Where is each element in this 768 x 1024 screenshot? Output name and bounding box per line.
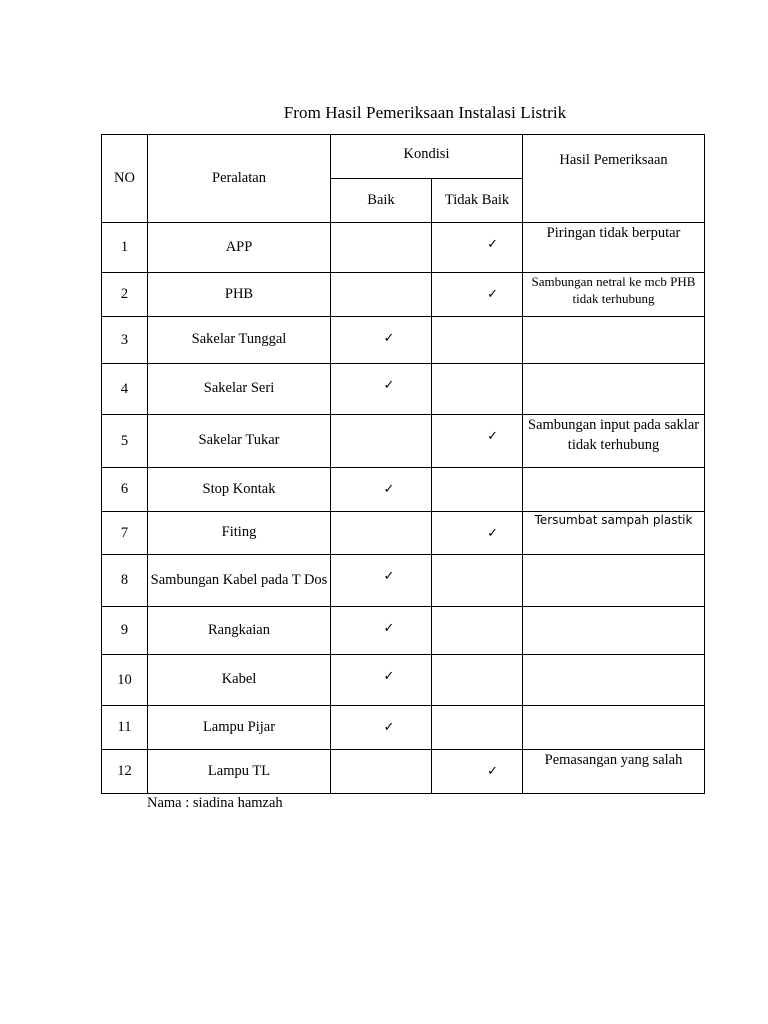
row-tidak-baik-cell — [432, 706, 523, 750]
table-row — [102, 607, 705, 655]
row-tidak-baik-cell — [432, 555, 523, 607]
row-baik-cell — [331, 512, 432, 555]
name-line: Nama : siadina hamzah — [147, 795, 283, 811]
table-row — [102, 706, 705, 750]
row-tidak-baik-cell — [432, 317, 523, 364]
row-tidak-baik-cell — [432, 655, 523, 706]
row-tidak-baik-cell — [432, 607, 523, 655]
row-baik-cell — [331, 607, 432, 655]
row-hasil-pemeriksaan — [523, 655, 705, 706]
row-baik-cell — [331, 223, 432, 273]
row-baik-cell — [331, 273, 432, 317]
checkmark-icon: ✓ — [487, 237, 499, 252]
row-peralatan: Rangkaian — [148, 607, 331, 655]
row-baik-cell — [331, 706, 432, 750]
row-peralatan: Sambungan Kabel pada T Dos — [148, 555, 331, 607]
row-number: 8 — [102, 555, 148, 607]
row-hasil-pemeriksaan — [523, 468, 705, 512]
header-no: NO — [102, 135, 148, 223]
row-baik-cell — [331, 468, 432, 512]
row-number: 7 — [102, 512, 148, 555]
row-hasil-pemeriksaan — [523, 364, 705, 415]
row-peralatan: Sakelar Tunggal — [148, 317, 331, 364]
row-baik-cell — [331, 317, 432, 364]
inspection-table — [101, 134, 705, 794]
row-peralatan: Kabel — [148, 655, 331, 706]
checkmark-icon: ✓ — [487, 764, 499, 779]
checkmark-icon: ✓ — [383, 569, 395, 584]
table-row — [102, 273, 705, 317]
row-tidak-baik-cell — [432, 750, 523, 794]
checkmark-icon: ✓ — [383, 482, 395, 497]
checkmark-icon: ✓ — [383, 720, 395, 735]
page-title: From Hasil Pemeriksaan Instalasi Listrik — [283, 103, 567, 122]
row-number: 6 — [102, 468, 148, 512]
table-row — [102, 468, 705, 512]
row-peralatan: Stop Kontak — [148, 468, 331, 512]
table-row — [102, 317, 705, 364]
row-number: 4 — [102, 364, 148, 415]
header-baik: Baik — [331, 179, 432, 223]
checkmark-icon: ✓ — [487, 287, 499, 302]
table-row — [102, 555, 705, 607]
table-row — [102, 415, 705, 468]
row-peralatan: Sakelar Tukar — [148, 415, 331, 468]
row-baik-cell — [331, 415, 432, 468]
row-hasil-pemeriksaan: Tersumbat sampah plastik — [523, 512, 705, 555]
row-hasil-pemeriksaan: Pemasangan yang salah — [523, 750, 705, 794]
checkmark-icon: ✓ — [487, 526, 499, 541]
row-tidak-baik-cell — [432, 364, 523, 415]
checkmark-icon: ✓ — [487, 429, 499, 444]
row-number: 12 — [102, 750, 148, 794]
row-hasil-pemeriksaan — [523, 317, 705, 364]
row-tidak-baik-cell — [432, 223, 523, 273]
row-baik-cell — [331, 364, 432, 415]
row-tidak-baik-cell — [432, 415, 523, 468]
row-number: 10 — [102, 655, 148, 706]
row-peralatan: Lampu TL — [148, 750, 331, 794]
row-tidak-baik-cell — [432, 512, 523, 555]
table-row — [102, 655, 705, 706]
row-baik-cell — [331, 750, 432, 794]
checkmark-icon: ✓ — [383, 378, 395, 393]
table-row — [102, 750, 705, 794]
table-row — [102, 364, 705, 415]
row-number: 1 — [102, 223, 148, 273]
row-number: 9 — [102, 607, 148, 655]
row-tidak-baik-cell — [432, 468, 523, 512]
row-baik-cell — [331, 655, 432, 706]
table-row — [102, 512, 705, 555]
header-kondisi: Kondisi — [331, 135, 523, 179]
checkmark-icon: ✓ — [383, 669, 395, 684]
row-hasil-pemeriksaan: Sambungan input pada saklar tidak terhubung — [523, 415, 705, 468]
row-peralatan: Lampu Pijar — [148, 706, 331, 750]
row-hasil-pemeriksaan — [523, 706, 705, 750]
checkmark-icon: ✓ — [383, 331, 395, 346]
table-row — [102, 223, 705, 273]
row-peralatan: PHB — [148, 273, 331, 317]
header-hasil-pemeriksaan: Hasil Pemeriksaan — [523, 135, 705, 223]
row-baik-cell — [331, 555, 432, 607]
row-hasil-pemeriksaan — [523, 555, 705, 607]
row-hasil-pemeriksaan: Sambungan netral ke mcb PHB tidak terhubung — [523, 273, 705, 317]
row-peralatan: APP — [148, 223, 331, 273]
header-peralatan: Peralatan — [148, 135, 331, 223]
row-hasil-pemeriksaan: Piringan tidak berputar — [523, 223, 705, 273]
row-number: 11 — [102, 706, 148, 750]
row-number: 3 — [102, 317, 148, 364]
row-peralatan: Fiting — [148, 512, 331, 555]
row-hasil-pemeriksaan — [523, 607, 705, 655]
row-peralatan: Sakelar Seri — [148, 364, 331, 415]
header-tidak-baik: Tidak Baik — [432, 179, 523, 223]
row-tidak-baik-cell — [432, 273, 523, 317]
checkmark-icon: ✓ — [383, 621, 395, 636]
row-number: 2 — [102, 273, 148, 317]
row-number: 5 — [102, 415, 148, 468]
